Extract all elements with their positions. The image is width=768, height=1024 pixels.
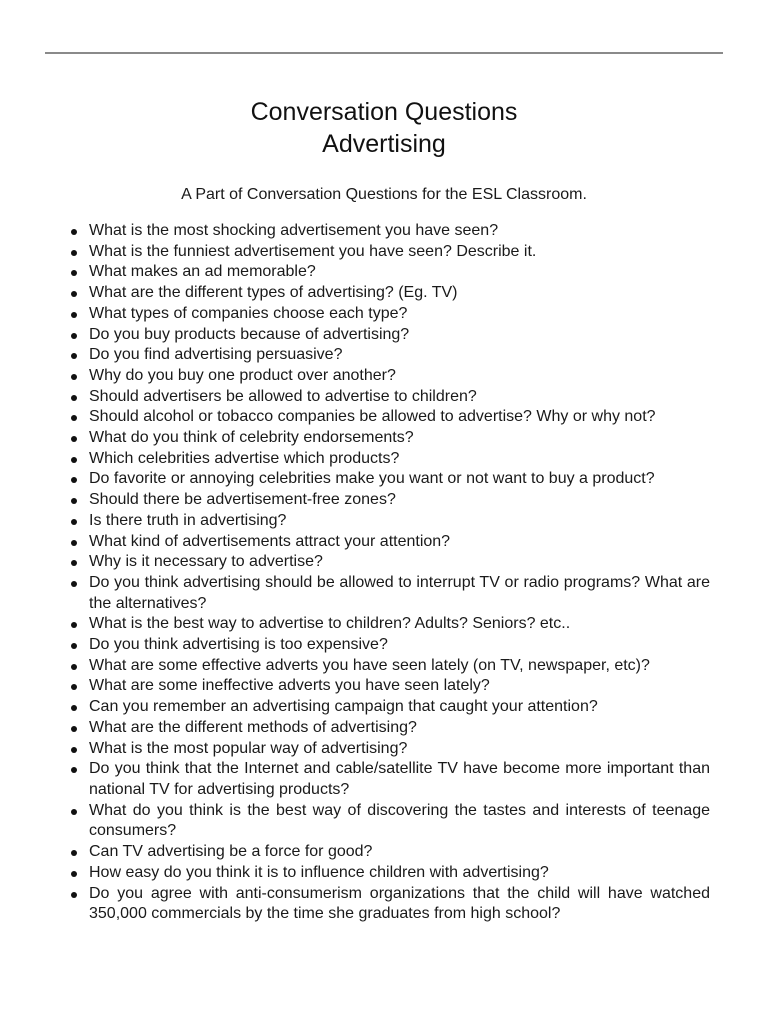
question-text: What are the different methods of advertising? xyxy=(89,718,417,736)
question-item xyxy=(68,325,710,346)
question-item xyxy=(68,884,710,925)
question-text: Should advertisers be allowed to advertise to children? xyxy=(89,387,477,405)
question-text: What do you think of celebrity endorsements? xyxy=(89,429,414,447)
question-item xyxy=(68,635,710,656)
question-item xyxy=(68,718,710,739)
title-line-1: Conversation Questions xyxy=(250,98,518,126)
question-item xyxy=(68,739,710,760)
question-text: What is the best way to advertise to children? Adults? Seniors? etc.. xyxy=(89,615,571,633)
bullet-icon xyxy=(71,684,77,690)
bullet-icon xyxy=(71,250,77,256)
question-item xyxy=(68,801,710,842)
question-item xyxy=(68,656,710,677)
page-subtitle: A Part of Conversation Questions for the ESL Classroom. xyxy=(181,186,587,203)
question-item xyxy=(68,242,710,263)
question-item xyxy=(68,552,710,573)
question-item xyxy=(68,283,710,304)
question-text: Do you think advertising should be allowed to interrupt TV or radio programs? What are the alternatives? xyxy=(89,573,710,612)
question-text: Is there truth in advertising? xyxy=(89,511,287,529)
question-text: What makes an ad memorable? xyxy=(89,263,316,281)
question-text: Can you remember an advertising campaign that caught your attention? xyxy=(89,698,598,716)
question-text: What is the most popular way of advertising? xyxy=(89,739,408,757)
question-item xyxy=(68,573,710,614)
question-text: Should there be advertisement-free zones? xyxy=(89,491,396,509)
question-text: What is the most shocking advertisement you have seen? xyxy=(89,222,499,239)
question-item xyxy=(68,345,710,366)
question-text: What do you think is the best way of discovering the tastes and interests of teenage consumers? xyxy=(89,801,710,840)
bullet-icon xyxy=(71,871,77,877)
question-text: Why is it necessary to advertise? xyxy=(89,553,323,571)
question-item xyxy=(68,449,710,470)
question-text: Do you think that the Internet and cable/satellite TV have become more important than national TV for advertising products? xyxy=(89,760,710,798)
bullet-icon xyxy=(71,664,77,670)
question-item xyxy=(68,262,710,283)
question-item xyxy=(68,697,710,718)
question-text: Do you think advertising is too expensive? xyxy=(89,636,388,654)
bullet-icon xyxy=(71,892,77,898)
question-text: Should alcohol or tobacco companies be allowed to advertise? Why or why not? xyxy=(89,408,656,426)
bullet-icon xyxy=(71,353,77,359)
question-text: How easy do you think it is to influence children with advertising? xyxy=(89,863,549,881)
question-item xyxy=(68,469,710,490)
question-text: Do favorite or annoying celebrities make you want or not want to buy a product? xyxy=(89,470,655,488)
question-item xyxy=(68,387,710,408)
question-item xyxy=(68,511,710,532)
question-text: What are the different types of advertising? (Eg. TV) xyxy=(89,284,458,302)
question-item xyxy=(68,366,710,387)
bullet-icon xyxy=(71,333,77,339)
question-text: Why do you buy one product over another? xyxy=(89,366,396,384)
bullet-icon xyxy=(71,726,77,732)
bullet-icon xyxy=(71,560,77,566)
question-item xyxy=(68,407,710,428)
bullet-icon xyxy=(71,622,77,628)
question-text: Can TV advertising be a force for good? xyxy=(89,843,373,861)
question-text: What is the funniest advertisement you have seen? Describe it. xyxy=(89,242,537,260)
question-item xyxy=(68,842,710,863)
question-list xyxy=(68,221,710,925)
bullet-icon xyxy=(71,540,77,546)
question-item xyxy=(68,532,710,553)
bullet-icon xyxy=(71,498,77,504)
question-text: What are some ineffective adverts you have seen lately? xyxy=(89,677,490,695)
bullet-icon xyxy=(71,850,77,856)
question-item xyxy=(68,304,710,325)
bullet-icon xyxy=(71,229,77,235)
page-title xyxy=(0,96,768,160)
question-item xyxy=(68,428,710,449)
bullet-icon xyxy=(71,312,77,318)
bullet-icon xyxy=(71,415,77,421)
bullet-icon xyxy=(71,374,77,380)
question-item xyxy=(68,759,710,800)
bullet-icon xyxy=(71,436,77,442)
question-text: Do you find advertising persuasive? xyxy=(89,346,343,364)
question-text: What kind of advertisements attract your attention? xyxy=(89,532,451,550)
bullet-icon xyxy=(71,291,77,297)
question-text: Which celebrities advertise which products? xyxy=(89,449,400,467)
question-item xyxy=(68,221,710,242)
bullet-icon xyxy=(71,477,77,483)
bullet-icon xyxy=(71,643,77,649)
bullet-icon xyxy=(71,395,77,401)
bullet-icon xyxy=(71,705,77,711)
bullet-icon xyxy=(71,270,77,276)
bullet-icon xyxy=(71,519,77,525)
question-text: What are some effective adverts you have seen lately (on TV, newspaper, etc)? xyxy=(89,656,650,674)
question-item xyxy=(68,676,710,697)
page-top-rule xyxy=(45,52,723,54)
question-item xyxy=(68,614,710,635)
question-text: Do you agree with anti-consumerism organizations that the child will have watched 350,000 commercials by the time she graduates from high school? xyxy=(89,884,710,923)
bullet-icon xyxy=(71,457,77,463)
question-text: What types of companies choose each type? xyxy=(89,304,408,322)
bullet-icon xyxy=(71,581,77,587)
title-line-2: Advertising xyxy=(322,130,446,158)
question-item xyxy=(68,490,710,511)
bullet-icon xyxy=(71,767,77,773)
bullet-icon xyxy=(71,747,77,753)
question-item xyxy=(68,863,710,884)
bullet-icon xyxy=(71,809,77,815)
question-text: Do you buy products because of advertising? xyxy=(89,325,410,343)
